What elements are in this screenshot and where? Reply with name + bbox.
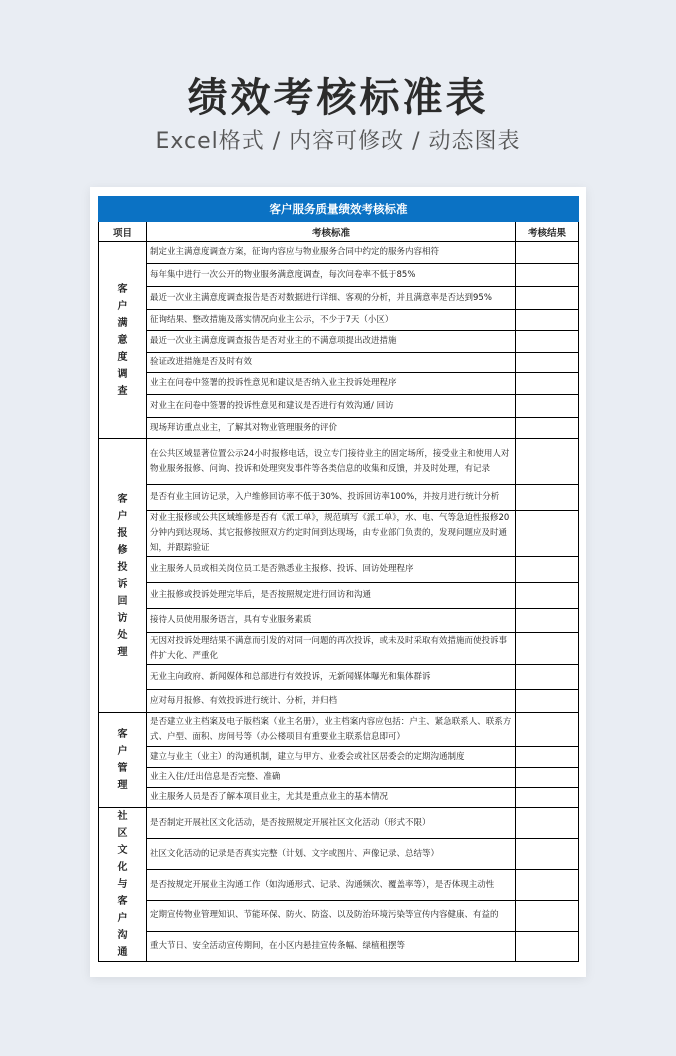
standard-text: 业主服务人员或相关岗位员工是否熟悉业主报修、投诉、回访处理程序 — [150, 564, 414, 574]
result-cell[interactable] — [516, 609, 579, 633]
table-row — [99, 609, 579, 633]
table-row — [99, 287, 579, 310]
standard-text: 定期宣传物业管理知识、节能环保、防火、防盗、以及防治环境污染等宣传内容健康、有益的 — [150, 910, 499, 921]
table-row — [99, 583, 579, 609]
standard-cell[interactable] — [147, 747, 516, 768]
table-row — [99, 633, 579, 665]
result-cell[interactable] — [516, 870, 579, 900]
result-cell[interactable] — [516, 287, 579, 310]
result-cell[interactable] — [516, 557, 579, 583]
category-cell — [99, 713, 147, 808]
table-row — [99, 690, 579, 713]
standard-cell[interactable] — [147, 395, 516, 418]
standard-text: 是否按规定开展业主沟通工作（如沟通形式、记录、沟通频次、覆盖率等），是否体现主动性 — [150, 879, 495, 890]
category-cell — [99, 242, 147, 439]
table-row — [99, 665, 579, 690]
standard-text: 重大节日、安全活动宣传期间，在小区内悬挂宣传条幅、绿植租摆等 — [150, 940, 406, 951]
result-cell[interactable] — [516, 900, 579, 931]
result-cell[interactable] — [516, 713, 579, 747]
table-row — [99, 768, 579, 788]
table-row — [99, 900, 579, 931]
result-cell[interactable] — [516, 633, 579, 665]
standard-text: 应对每月报修、有效投诉进行统计、分析，并归档 — [150, 695, 338, 706]
header-standard: 考核标准 — [147, 222, 516, 242]
table-row — [99, 418, 579, 439]
table-row — [99, 747, 579, 768]
standard-text: 对业主报修或公共区域维修是否有《派工单》，规范填写《派工单》，水、电、气等急迫性报修20分钟内到达现场、其它报修按照双方约定时间到达现场，由专业部门负责的，发现问题应及时通知，并跟踪验证 — [150, 513, 510, 553]
standard-text: 是否建立业主档案及电子版档案（业主名册），业主档案内容应包括：户主、紧急联系人、联系方式、户型、面积、房间号等（办公楼项目有重要业主联系信息即可） — [150, 716, 512, 742]
standard-text: 社区文化活动的记录是否真实完整（计划、文字或图片、声像记录、总结等） — [150, 848, 440, 859]
table-row — [99, 485, 579, 511]
result-cell[interactable] — [516, 310, 579, 331]
standard-cell[interactable] — [147, 713, 516, 747]
standard-text: 在公共区域显著位置公示24小时报修电话，设立专门接待业主的固定场所，接受业主和使用人对物业服务报修、问询、投诉和处理突发事件等各类信息的收集和反馈，并及时处理，有记录 — [150, 448, 510, 474]
result-cell[interactable] — [516, 439, 579, 485]
result-cell[interactable] — [516, 264, 579, 287]
standard-text: 制定业主满意度调查方案，征询内容应与物业服务合同中约定的服务内容相符 — [150, 247, 440, 257]
standard-cell[interactable] — [147, 373, 516, 395]
standard-text: 最近一次业主满意度调查报告是否对业主的不满意项提出改进措施 — [150, 336, 397, 346]
table-row — [99, 788, 579, 808]
standard-cell[interactable] — [147, 768, 516, 788]
standard-cell[interactable] — [147, 287, 516, 310]
standard-text: 最近一次业主满意度调查报告是否对数据进行详细、客观的分析，并且满意率是否达到95% — [150, 292, 492, 303]
spreadsheet-sheet — [90, 187, 586, 977]
standard-cell[interactable] — [147, 839, 516, 870]
table-row — [99, 373, 579, 395]
table-row — [99, 439, 579, 485]
standard-cell[interactable] — [147, 900, 516, 931]
hero-title: 绩效考核标准表 — [187, 75, 489, 121]
standard-text: 接待人员使用服务语言，具有专业服务素质 — [150, 615, 312, 625]
standard-text: 无因对投诉处理结果不满意而引发的对同一问题的再次投诉，或未及时采取有效措施而使投诉事件扩大化、严重化 — [150, 635, 508, 661]
table-row — [99, 870, 579, 900]
standard-cell[interactable] — [147, 418, 516, 439]
result-cell[interactable] — [516, 511, 579, 557]
standard-cell[interactable] — [147, 583, 516, 609]
standard-text: 对业主在问卷中签署的投诉性意见和建议是否进行有效沟通/ 回访 — [150, 400, 394, 411]
result-cell[interactable] — [516, 395, 579, 418]
table-row — [99, 242, 579, 264]
table-row — [99, 931, 579, 961]
hero-subtitle: Excel格式 / 内容可修改 / 动态图表 — [155, 129, 521, 154]
result-cell[interactable] — [516, 242, 579, 264]
result-cell[interactable] — [516, 690, 579, 713]
table-row — [99, 713, 579, 747]
standard-cell[interactable] — [147, 690, 516, 713]
table-row — [99, 264, 579, 287]
table-row — [99, 839, 579, 870]
standard-text: 业主报修或投诉处理完毕后，是否按照规定进行回访和沟通 — [150, 590, 372, 600]
category-label: 社区文化与客户沟通 — [117, 811, 128, 958]
result-cell[interactable] — [516, 583, 579, 609]
result-cell[interactable] — [516, 931, 579, 961]
header-result: 考核结果 — [516, 222, 579, 242]
table-row — [99, 310, 579, 331]
category-label: 客户管理 — [117, 729, 128, 791]
result-cell[interactable] — [516, 839, 579, 870]
table-row — [99, 395, 579, 418]
table-row — [99, 353, 579, 373]
table-banner: 客户服务质量绩效考核标准 — [99, 197, 579, 222]
category-cell — [99, 808, 147, 962]
standard-cell[interactable] — [147, 331, 516, 353]
result-cell[interactable] — [516, 485, 579, 511]
category-label: 客户满意度调查 — [117, 283, 128, 397]
standard-cell[interactable] — [147, 485, 516, 511]
table-row — [99, 557, 579, 583]
standard-cell[interactable] — [147, 609, 516, 633]
header-item: 项目 — [99, 222, 147, 242]
standard-cell[interactable] — [147, 808, 516, 839]
standard-text: 业主在问卷中签署的投诉性意见和建议是否纳入业主投诉处理程序 — [150, 378, 397, 388]
standard-cell[interactable] — [147, 242, 516, 264]
standard-text: 是否有业主回访记录，入户维修回访率不低于30%、投诉回访率100%，并按月进行统计分析 — [150, 492, 500, 502]
standard-cell[interactable] — [147, 511, 516, 557]
standard-cell[interactable] — [147, 310, 516, 331]
standard-text: 现场拜访重点业主，了解其对物业管理服务的评价 — [150, 422, 338, 433]
standard-text: 无业主向政府、新闻媒体和总部进行有效投诉，无新闻媒体曝光和集体群诉 — [150, 671, 431, 682]
result-cell[interactable] — [516, 747, 579, 768]
standard-cell[interactable] — [147, 633, 516, 665]
category-cell — [99, 439, 147, 713]
standard-cell[interactable] — [147, 931, 516, 961]
standard-cell[interactable] — [147, 439, 516, 485]
standard-text: 征询结果、整改措施及落实情况向业主公示，不少于7天（小区） — [150, 314, 394, 325]
result-cell[interactable] — [516, 665, 579, 690]
standard-cell[interactable] — [147, 870, 516, 900]
standard-text: 业主服务人员是否了解本项目业主，尤其是重点业主的基本情况 — [150, 792, 389, 802]
standard-text: 建立与业主（业主）的沟通机制，建立与甲方、业委会或社区居委会的定期沟通制度 — [150, 751, 465, 762]
standard-cell[interactable] — [147, 353, 516, 373]
table-row — [99, 511, 579, 557]
standard-text: 业主入住/迁出信息是否完整、准确 — [150, 772, 281, 782]
standard-cell[interactable] — [147, 665, 516, 690]
standard-text: 是否制定开展社区文化活动，是否按照规定开展社区文化活动（形式不限） — [150, 817, 431, 828]
standard-text: 每年集中进行一次公开的物业服务满意度调查，每次问卷率不低于85% — [150, 269, 416, 280]
result-cell[interactable] — [516, 788, 579, 808]
result-cell[interactable] — [516, 331, 579, 353]
standard-cell[interactable] — [147, 788, 516, 808]
result-cell[interactable] — [516, 768, 579, 788]
standard-text: 验证改进措施是否及时有效 — [150, 357, 253, 367]
result-cell[interactable] — [516, 808, 579, 839]
result-cell[interactable] — [516, 373, 579, 395]
assessment-table — [98, 196, 579, 962]
result-cell[interactable] — [516, 418, 579, 439]
table-row — [99, 808, 579, 839]
category-label: 客户报修投诉回访处理 — [117, 493, 128, 658]
table-row — [99, 331, 579, 353]
result-cell[interactable] — [516, 353, 579, 373]
standard-cell[interactable] — [147, 264, 516, 287]
standard-cell[interactable] — [147, 557, 516, 583]
